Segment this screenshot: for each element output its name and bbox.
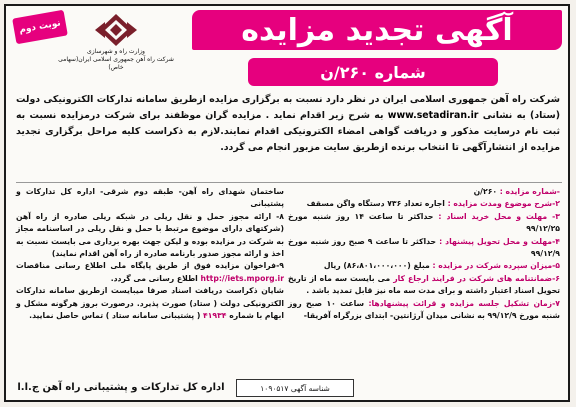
term-5-label: ۵-میزان سپرده شرکت در مزایده :	[432, 261, 560, 271]
term-3-label: ۳- مهلت و محل خرید اسناد :	[438, 211, 560, 221]
term-item-6	[288, 273, 560, 298]
term-item-3	[288, 211, 560, 236]
term-7-value: ساعت ۱۰ صبح روز شنبه مورخ ۹۹/۱۲/۹ به نشانی میدان آرژانتین- ابتدای بزرگراه آفریقا-	[288, 298, 560, 321]
setad-website: www.setadiran.ir	[387, 110, 479, 121]
advertisement-page	[4, 4, 570, 402]
term-6-value: می بایست سه ماه از تاریخ تحویل اسناد اعتبار داشته و برای مدت سه ماه نیز قابل تمدید باشد .	[288, 273, 560, 296]
support-note-after: ( پشتیبانی سامانه ستاد ) تماس حاصل نمایید.	[29, 311, 201, 321]
term-5-value: مبلغ (۸۶،۸۰۱،۰۰۰،۰۰۰) ریال	[323, 261, 430, 271]
ad-id-box: شناسه آگهی ۱۰۹۰۵۱۷	[236, 379, 354, 397]
terms-left-column	[16, 186, 284, 322]
term-4-value: حداکثر تا ساعت ۹ صبح روز شنبه مورخ ۹۹/۱۲/۹	[288, 236, 560, 259]
intro-text-after: به شرح زیر اقدام نماید . مزایده گران موظفند برای شرکت درمزایده نسبت به ثبت نام درسایت مذکور و دریافت گواهی امضاء الکترونیکی اقدام نمایند.لازم به ذکراست کلیه مراحل برگزاری تجدید مزایده از انتشارآگهی تا انتخاب برنده ازطریق سایت مزبور انجام می گردد.	[16, 110, 560, 153]
term-item-1	[288, 186, 560, 198]
term-9-text-before: ۹-فراخوان مزایده فوق از طریق پایگاه ملی اطلاع رسانی مناقصات	[16, 261, 284, 271]
term-4-label: ۴-مهلت و محل تحویل پیشنهاد :	[439, 236, 560, 246]
round-badge: نوبت دوم	[12, 10, 68, 45]
logo-company-text: شرکت راه آهن جمهوری اسلامی ایران(سهامی خاص)	[58, 56, 174, 71]
term-item-5	[288, 260, 560, 272]
term-item-8: ۸- ارائه مجوز حمل و نقل ریلی در شبکه ریلی صادره از راه آهن (شرکتهای دارای موضوع مرتبط با حمل و نقل ریلی در اساسنامه مجاز به شرکت در مزایده بوده و لیکن جهت بهره برداری می بایست نسبت به اخذ و ارائه مجوز صدور بارنامه صادره از راه آهن اقدام نمایند)	[16, 211, 284, 259]
term-2-label: ۲-شرح موضوع ومدت مزایده :	[447, 199, 560, 209]
support-phone-number: ۴۱۹۳۴	[203, 311, 227, 321]
term-1-label: -شماره مزایده :	[499, 187, 560, 196]
term-item-7	[288, 298, 560, 323]
term-3-value: حداکثر تا ساعت ۱۴ روز شنبه مورخ ۹۹/۱۲/۲۵	[288, 211, 560, 234]
term-1-value: ۲۶۰/ن	[473, 187, 498, 196]
page-title: آگهی تجدید مزایده	[241, 12, 513, 48]
number-banner	[248, 58, 498, 86]
railway-emblem-icon	[93, 12, 139, 48]
term-9-text-after: اطلاع رسانی می گردد.	[110, 273, 198, 283]
support-note-before: شایان ذکراست دریافت اسناد صرفا میبایست ازطریق سامانه تدارکات الکترونیکی دولت ( ستاد) صورت پذیرد. درصورت بروز هرگونه مشکل و ابهام با شماره	[16, 286, 284, 321]
support-note	[16, 285, 284, 322]
iets-url-link[interactable]: http://iets.mporg.ir	[200, 273, 284, 283]
address-continuation: ساختمان شهدای راه آهن- طبقه دوم شرقی- اداره کل تدارکات و پشتیبانی	[16, 187, 284, 209]
intro-text-before: شرکت راه آهن جمهوری اسلامی ایران در نظر دارد نسبت به برگزاری مزایده ازطریق سامانه تدارکات الکترونیکی دولت (ستاد) به نشانی	[16, 94, 560, 121]
section-divider	[16, 182, 562, 183]
term-6-label: ۶-ضمانتنامه های شرکت در فرایند ارجاع کار	[393, 273, 560, 283]
logo-ministry-text: وزارت راه و شهرسازی	[87, 48, 145, 55]
term-7-label: ۷-زمان تشکیل جلسه مزایده و قرائت پیشنهادها:	[368, 298, 560, 308]
company-logo	[56, 12, 176, 72]
title-banner	[192, 10, 562, 50]
term-item-2	[288, 198, 560, 210]
term-item-4	[288, 236, 560, 261]
footer-signature: اداره کل تدارکات و پشتیبانی راه آهن ج.ا.ا	[17, 382, 225, 393]
term-2-value: اجاره تعداد ۷۳۶ دستگاه واگن مسقف	[306, 199, 445, 209]
term-item-9	[16, 260, 284, 285]
intro-paragraph	[16, 92, 560, 156]
auction-number: شماره ۲۶۰/ن	[320, 62, 426, 82]
terms-right-column	[288, 186, 560, 322]
